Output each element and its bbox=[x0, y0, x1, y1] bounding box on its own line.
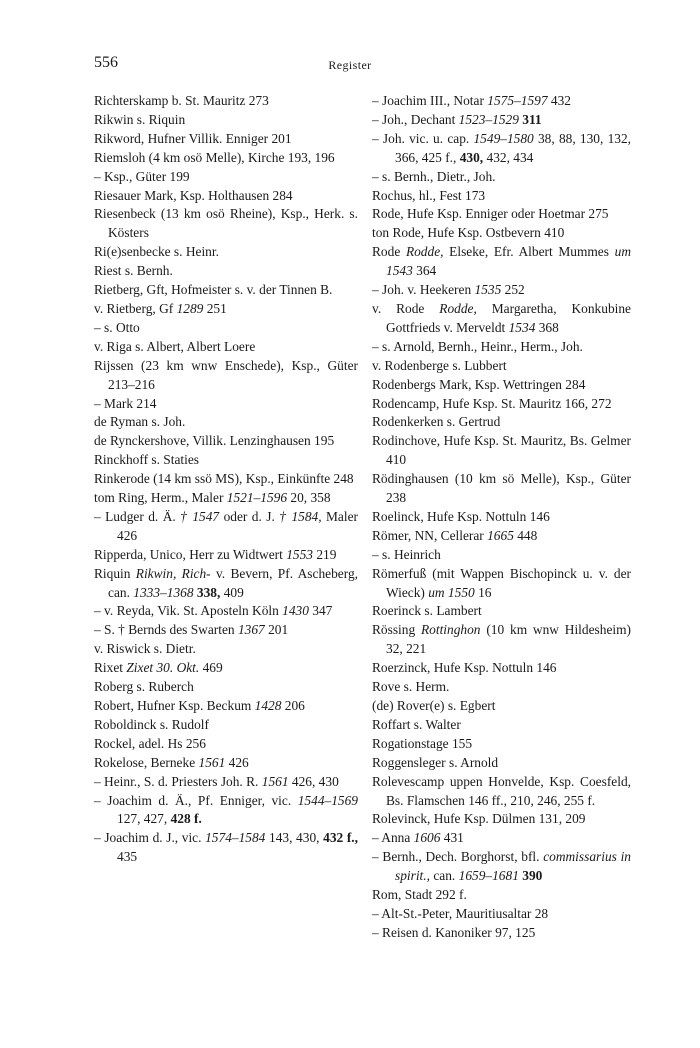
entry-text: Rode, Hufe Ksp. Enniger oder Hoetmar 275 bbox=[372, 206, 609, 222]
entry-text: Rochus, hl., Fest 173 bbox=[372, 187, 486, 203]
index-entry bbox=[94, 735, 358, 754]
entry-text: 1665 bbox=[487, 527, 514, 543]
entry-text: – s. Otto bbox=[94, 319, 140, 335]
entry-text: Rödinghausen (10 km sö Melle), Ksp., Güter 238 bbox=[372, 471, 631, 506]
index-entry bbox=[94, 792, 358, 830]
index-entry bbox=[372, 527, 631, 546]
index-entry bbox=[94, 829, 358, 867]
index-entry bbox=[372, 546, 631, 565]
index-entry bbox=[94, 395, 358, 414]
index-entry bbox=[372, 848, 631, 886]
index-entry bbox=[94, 92, 358, 111]
running-title: Register bbox=[328, 58, 372, 72]
index-entry bbox=[372, 659, 631, 678]
entry-text: – Bernh., Dech. Borghorst, bfl. bbox=[372, 849, 544, 865]
entry-text: Rikword, Hufner Villik. Enniger 201 bbox=[94, 130, 292, 146]
entry-text: 201 bbox=[264, 622, 289, 638]
entry-text: – s. Heinrich bbox=[372, 546, 441, 562]
entry-text: Roerzinck, Hufe Ksp. Nottuln 146 bbox=[372, 660, 557, 676]
entry-text: commissarius in spirit., bbox=[395, 849, 631, 884]
entry-text: 368 bbox=[535, 319, 559, 335]
index-entry bbox=[94, 716, 358, 735]
entry-text: – Joh. v. Heekeren bbox=[372, 282, 475, 298]
index-entry bbox=[94, 546, 358, 565]
index-entry bbox=[372, 678, 631, 697]
entry-text: – Reisen d. Kanoniker 97, 125 bbox=[372, 924, 536, 940]
index-entry bbox=[372, 470, 631, 508]
index-column-right bbox=[372, 92, 631, 943]
entry-text: ton Rode, Hufe Ksp. Ostbevern 410 bbox=[372, 225, 565, 241]
entry-text: 1430 bbox=[282, 603, 309, 619]
index-entry bbox=[94, 697, 358, 716]
entry-text: Ripperda, Unico, Herr zu Widtwert bbox=[94, 546, 287, 562]
entry-text: – S. † Bernds des Swarten bbox=[94, 622, 238, 638]
entry-text: 252 bbox=[501, 282, 525, 298]
index-entry bbox=[372, 168, 631, 187]
entry-text: 426 bbox=[225, 754, 249, 770]
entry-text: Rijssen (23 km wnw Enschede), Ksp., Güter 213–216 bbox=[94, 357, 358, 392]
index-entry bbox=[94, 130, 358, 149]
entry-text: 251 bbox=[203, 300, 227, 316]
entry-text: v. Riswick s. Dietr. bbox=[94, 641, 196, 657]
entry-text: 364 bbox=[412, 263, 437, 279]
entry-text: v. Riga s. Albert, Albert Loere bbox=[94, 338, 256, 354]
index-entry bbox=[94, 205, 358, 243]
entry-text: tom Ring, Herm., Maler bbox=[94, 490, 227, 506]
index-entry bbox=[94, 243, 358, 262]
entry-text: v. Bevern, Pf. Ascheberg, can. bbox=[108, 565, 358, 600]
entry-text: Rolevinck, Hufe Ksp. Dülmen 131, 209 bbox=[372, 811, 586, 827]
entry-text: 430, bbox=[459, 149, 484, 165]
entry-text: 1289 bbox=[176, 300, 204, 316]
index-entry bbox=[94, 300, 358, 319]
entry-text: (de) Rover(e) s. Egbert bbox=[372, 698, 496, 713]
entry-text: 428 f. bbox=[170, 811, 202, 827]
entry-text: Rottinghon bbox=[420, 622, 481, 638]
entry-text: Margaretha, Konkubine Gottfrieds v. Merveldt bbox=[386, 300, 631, 335]
entry-text: Römerfuß (mit Wappen Bischopinck u. v. der Wieck) bbox=[372, 565, 631, 600]
entry-text: – s. Bernh., Dietr., Joh. bbox=[372, 168, 496, 184]
index-entry bbox=[372, 697, 631, 716]
index-entry bbox=[94, 338, 358, 357]
entry-text: – Anna bbox=[372, 830, 414, 846]
entry-text: Rixet bbox=[94, 660, 127, 676]
entry-text: 1535 bbox=[474, 282, 502, 298]
index-entry bbox=[94, 111, 358, 130]
entry-text: 469 bbox=[199, 660, 223, 676]
entry-text: 432 bbox=[547, 93, 571, 108]
entry-text: 1333–1368 bbox=[133, 584, 194, 600]
index-entry bbox=[94, 754, 358, 773]
entry-text: 338, bbox=[196, 584, 221, 600]
index-entry bbox=[372, 621, 631, 659]
index-entry bbox=[94, 659, 358, 678]
entry-text: 1659–1681 bbox=[458, 868, 519, 884]
entry-text: – Ludger d. Ä. bbox=[94, 508, 181, 524]
entry-text: Rodinchove, Hufe Ksp. St. Mauritz, Bs. Gelmer 410 bbox=[372, 433, 631, 468]
entry-text: Rodenbergs Mark, Ksp. Wettringen 284 bbox=[372, 376, 586, 392]
entry-text: 426, 430 bbox=[288, 773, 339, 789]
index-entry bbox=[372, 905, 631, 924]
entry-text: Riest s. Bernh. bbox=[94, 263, 173, 279]
entry-text: – Joachim d. J., vic. bbox=[94, 830, 206, 846]
entry-text: Maler 426 bbox=[117, 508, 358, 543]
entry-text: 1534 bbox=[508, 319, 536, 335]
page-header bbox=[0, 0, 700, 90]
entry-text: Riquin bbox=[94, 565, 136, 581]
entry-text: Rom, Stadt 292 f. bbox=[372, 887, 467, 903]
index-entry bbox=[372, 432, 631, 470]
entry-text: Rolevescamp uppen Honvelde, Ksp. Coesfeld, Bs. Flamschen 146 ff., 210, 246, 255 f. bbox=[372, 773, 631, 808]
entry-text: Rikwin s. Riquin bbox=[94, 111, 186, 127]
entry-text: can. bbox=[429, 868, 459, 884]
entry-text: 311 bbox=[522, 111, 542, 127]
index-entry bbox=[94, 357, 358, 395]
entry-text: 390 bbox=[522, 868, 543, 884]
entry-text: 435 bbox=[117, 849, 138, 865]
entry-text: Richterskamp b. St. Mauritz 273 bbox=[94, 93, 269, 108]
entry-text: 1561 bbox=[198, 754, 226, 770]
index-entry bbox=[94, 773, 358, 792]
index-entry bbox=[94, 565, 358, 603]
entry-text: Roggensleger s. Arnold bbox=[372, 754, 499, 770]
index-entry bbox=[372, 508, 631, 527]
index-entry bbox=[372, 735, 631, 754]
entry-text: – Joachim d. Ä., Pf. Enniger, vic. bbox=[94, 792, 298, 808]
index-entry bbox=[372, 243, 631, 281]
index-entry bbox=[94, 168, 358, 187]
index-entry bbox=[94, 187, 358, 206]
entry-text: Rogationstage 155 bbox=[372, 735, 473, 751]
entry-text: – Joh., Dechant bbox=[372, 111, 459, 127]
entry-text: Rikwin, Rich- bbox=[135, 565, 211, 581]
entry-text: 1575–1597 bbox=[487, 93, 548, 108]
entry-text: Roerinck s. Lambert bbox=[372, 603, 482, 619]
entry-text: oder d. J. bbox=[219, 508, 280, 524]
index-entry bbox=[372, 829, 631, 848]
index-entry bbox=[372, 130, 631, 168]
entry-text: 1428 bbox=[254, 698, 282, 713]
entry-text: Elseke, Efr. Albert Mummes bbox=[443, 244, 615, 260]
entry-text: Rössing bbox=[372, 622, 421, 638]
entry-text: 448 bbox=[513, 527, 538, 543]
entry-text: Rode bbox=[372, 244, 406, 260]
entry-text: Rockel, adel. Hs 256 bbox=[94, 735, 206, 751]
entry-text: – s. Arnold, Bernh., Heinr., Herm., Joh. bbox=[372, 338, 583, 354]
entry-text: 1523–1529 bbox=[458, 111, 519, 127]
entry-text: – Mark 214 bbox=[94, 395, 157, 411]
entry-text: 1544–1569 bbox=[297, 792, 358, 808]
entry-text: – Joh. vic. u. cap. bbox=[372, 130, 474, 146]
entry-text: Ri(e)senbecke s. Heinr. bbox=[94, 244, 219, 260]
entry-text: v. Rode bbox=[372, 300, 440, 316]
entry-text: Riemsloh (4 km osö Melle), Kirche 193, 196 bbox=[94, 149, 335, 165]
index-entry bbox=[372, 111, 631, 130]
index-entry bbox=[94, 640, 358, 659]
index-entry bbox=[372, 886, 631, 905]
entry-text: Rokelose, Berneke bbox=[94, 754, 199, 770]
entry-text: Roelinck, Hufe Ksp. Nottuln 146 bbox=[372, 508, 550, 524]
index-entry bbox=[372, 205, 631, 224]
entry-text: 431 bbox=[440, 830, 464, 846]
entry-text: 20, 358 bbox=[287, 490, 331, 506]
entry-text: um 1543 bbox=[386, 244, 631, 279]
index-entry bbox=[372, 300, 631, 338]
index-entry bbox=[94, 489, 358, 508]
entry-text: de Ryman s. Joh. bbox=[94, 414, 186, 430]
entry-text: 1574–1584 bbox=[205, 830, 266, 846]
index-entry bbox=[94, 262, 358, 281]
index-entry bbox=[94, 281, 358, 300]
entry-text: 16 bbox=[474, 584, 492, 600]
entry-text: Roffart s. Walter bbox=[372, 716, 461, 732]
index-entry bbox=[372, 281, 631, 300]
entry-text: 1561 bbox=[261, 773, 289, 789]
index-entry bbox=[372, 924, 631, 943]
entry-text: Roboldinck s. Rudolf bbox=[94, 716, 209, 732]
index-entry bbox=[372, 376, 631, 395]
entry-text: – Ksp., Güter 199 bbox=[94, 168, 190, 184]
index-entry bbox=[372, 810, 631, 829]
entry-text: Rove s. Herm. bbox=[372, 679, 450, 695]
entry-text: 1606 bbox=[413, 830, 441, 846]
entry-text: Rodencamp, Hufe Ksp. St. Mauritz 166, 272 bbox=[372, 395, 612, 411]
entry-text: Rinkerode (14 km ssö MS), Ksp., Einkünfte 248 bbox=[94, 471, 354, 487]
index-entry bbox=[372, 773, 631, 811]
entry-text: Riesenbeck (13 km osö Rheine), Ksp., Herk. s. Kösters bbox=[94, 206, 358, 241]
index-entry bbox=[372, 92, 631, 111]
entry-text: – Alt-St.-Peter, Mauritiusaltar 28 bbox=[372, 905, 549, 921]
entry-text: 1367 bbox=[237, 622, 265, 638]
index-entry bbox=[372, 224, 631, 243]
index-column-left bbox=[94, 92, 358, 867]
entry-text: v. Rodenberge s. Lubbert bbox=[372, 357, 507, 373]
entry-text: Zixet 30. Okt. bbox=[126, 660, 200, 676]
entry-text: – Heinr., S. d. Priesters Joh. R. bbox=[94, 773, 262, 789]
entry-text: v. Rietberg, Gf bbox=[94, 300, 177, 316]
entry-text: – v. Reyda, Vik. St. Aposteln Köln bbox=[94, 603, 283, 619]
entry-text: 219 bbox=[312, 546, 337, 562]
entry-text: † 1584, bbox=[279, 508, 322, 524]
page-number: 556 bbox=[94, 54, 118, 71]
entry-text: Rodde, bbox=[439, 300, 477, 316]
entry-text: Rinckhoff s. Staties bbox=[94, 452, 200, 468]
index-entry bbox=[94, 413, 358, 432]
entry-text: 1553 bbox=[286, 546, 313, 562]
index-entry bbox=[372, 187, 631, 206]
index-entry bbox=[94, 470, 358, 489]
index-entry bbox=[372, 716, 631, 735]
entry-text: † 1547 bbox=[180, 508, 220, 524]
entry-text: Rietberg, Gft, Hofmeister s. v. der Tinnen B. bbox=[94, 282, 333, 298]
index-entry bbox=[94, 621, 358, 640]
entry-text: Roberg s. Ruberch bbox=[94, 679, 194, 695]
index-entry bbox=[94, 432, 358, 451]
index-entry bbox=[372, 413, 631, 432]
entry-text: 432 f., bbox=[323, 830, 358, 846]
index-entry bbox=[372, 357, 631, 376]
index-entry bbox=[372, 338, 631, 357]
index-entry bbox=[94, 319, 358, 338]
entry-text: (10 km wnw Hildesheim) 32, 221 bbox=[386, 622, 631, 657]
entry-text: Römer, NN, Cellerar bbox=[372, 527, 488, 543]
entry-text: 206 bbox=[281, 698, 305, 713]
entry-text: Robert, Hufner Ksp. Beckum bbox=[94, 698, 255, 713]
index-entry bbox=[94, 602, 358, 621]
entry-text: de Rynckershove, Villik. Lenzinghausen 195 bbox=[94, 433, 335, 449]
entry-text: 347 bbox=[308, 603, 333, 619]
entry-text: Riesauer Mark, Ksp. Holthausen 284 bbox=[94, 187, 293, 203]
entry-text: um 1550 bbox=[428, 584, 475, 600]
entry-text: 1521–1596 bbox=[226, 490, 288, 506]
index-entry bbox=[372, 754, 631, 773]
entry-text: 143, 430, bbox=[265, 830, 324, 846]
index-entry bbox=[372, 565, 631, 603]
entry-text: Rodde, bbox=[405, 244, 444, 260]
index-entry bbox=[372, 395, 631, 414]
index-entry bbox=[94, 678, 358, 697]
index-entry bbox=[94, 451, 358, 470]
entry-text: 409 bbox=[220, 584, 244, 600]
entry-text: 38, 88, 130, 132, 366, 425 f., bbox=[395, 130, 632, 165]
index-entry bbox=[94, 508, 358, 546]
entry-text: 127, 427, bbox=[117, 811, 171, 827]
index-entry bbox=[372, 602, 631, 621]
index-entry bbox=[94, 149, 358, 168]
entry-text: 1549–1580 bbox=[473, 130, 534, 146]
entry-text: Rodenkerken s. Gertrud bbox=[372, 414, 501, 430]
entry-text: – Joachim III., Notar bbox=[372, 93, 488, 108]
entry-text: 432, 434 bbox=[483, 149, 534, 165]
